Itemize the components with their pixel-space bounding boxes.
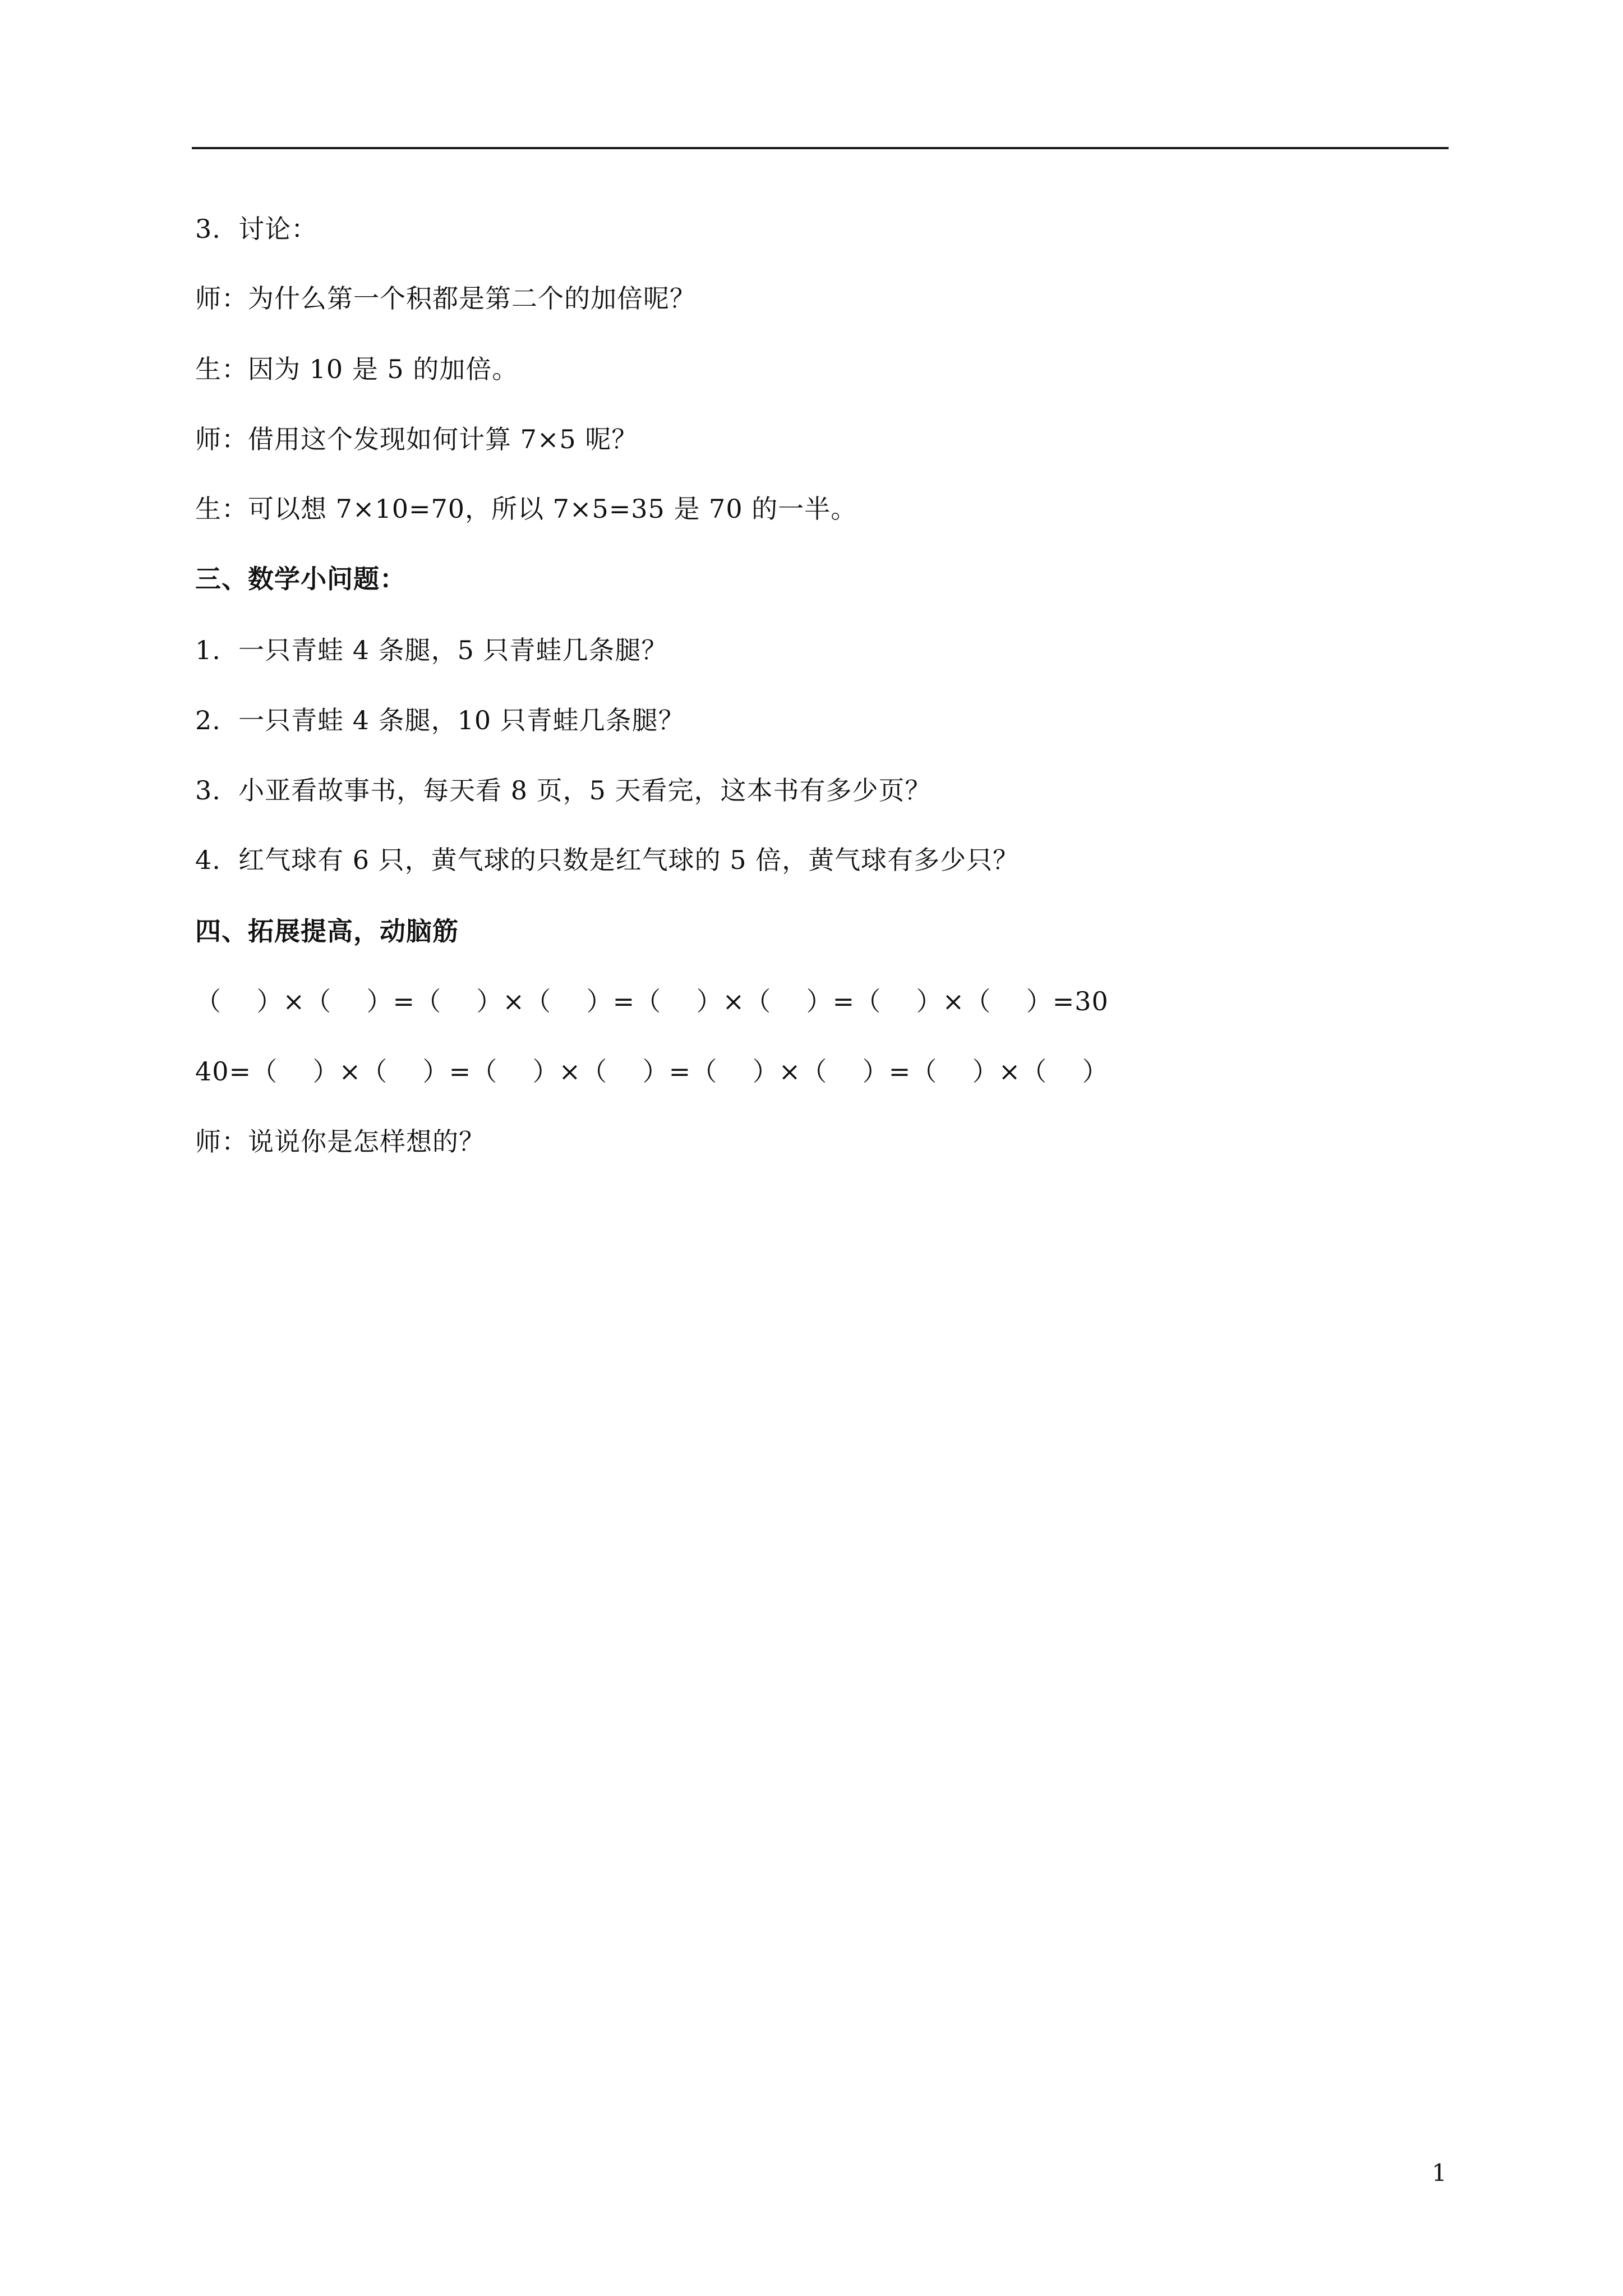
header-rule <box>192 147 1449 149</box>
problem-2: 2. 一只青蛙 4 条腿，10 只青蛙几条腿？ <box>195 705 685 735</box>
student-answer-2: 生：可以想 7×10=70，所以 7×5=35 是 70 的一半。 <box>195 494 857 524</box>
problem-3: 3. 小亚看故事书，每天看 8 页，5 天看完，这本书有多少页？ <box>195 775 932 806</box>
equation-1: （ ）×（ ）=（ ）×（ ）=（ ）×（ ）=（ ）×（ ）=30 <box>195 986 1109 1016</box>
teacher-question-3: 师：说说你是怎样想的？ <box>195 1126 485 1157</box>
equation-2: 40=（ ）×（ ）=（ ）×（ ）=（ ）×（ ）=（ ）×（ ） <box>195 1056 1109 1087</box>
page-number: 1 <box>1432 2159 1447 2187</box>
student-answer-1: 生：因为 10 是 5 的加倍。 <box>195 354 519 384</box>
teacher-question-2: 师：借用这个发现如何计算 7×5 呢？ <box>195 424 638 454</box>
section-4-title: 四、拓展提高，动脑筋 <box>195 916 459 946</box>
problem-1: 1. 一只青蛙 4 条腿，5 只青蛙几条腿？ <box>195 635 668 665</box>
section-3-title: 三、数学小问题： <box>195 564 406 594</box>
discussion-heading: 3. 讨论： <box>195 214 318 244</box>
problem-4: 4. 红气球有 6 只，黄气球的只数是红气球的 5 倍，黄气球有多少只？ <box>195 845 1020 875</box>
teacher-question-1: 师：为什么第一个积都是第二个的加倍呢？ <box>195 283 696 314</box>
